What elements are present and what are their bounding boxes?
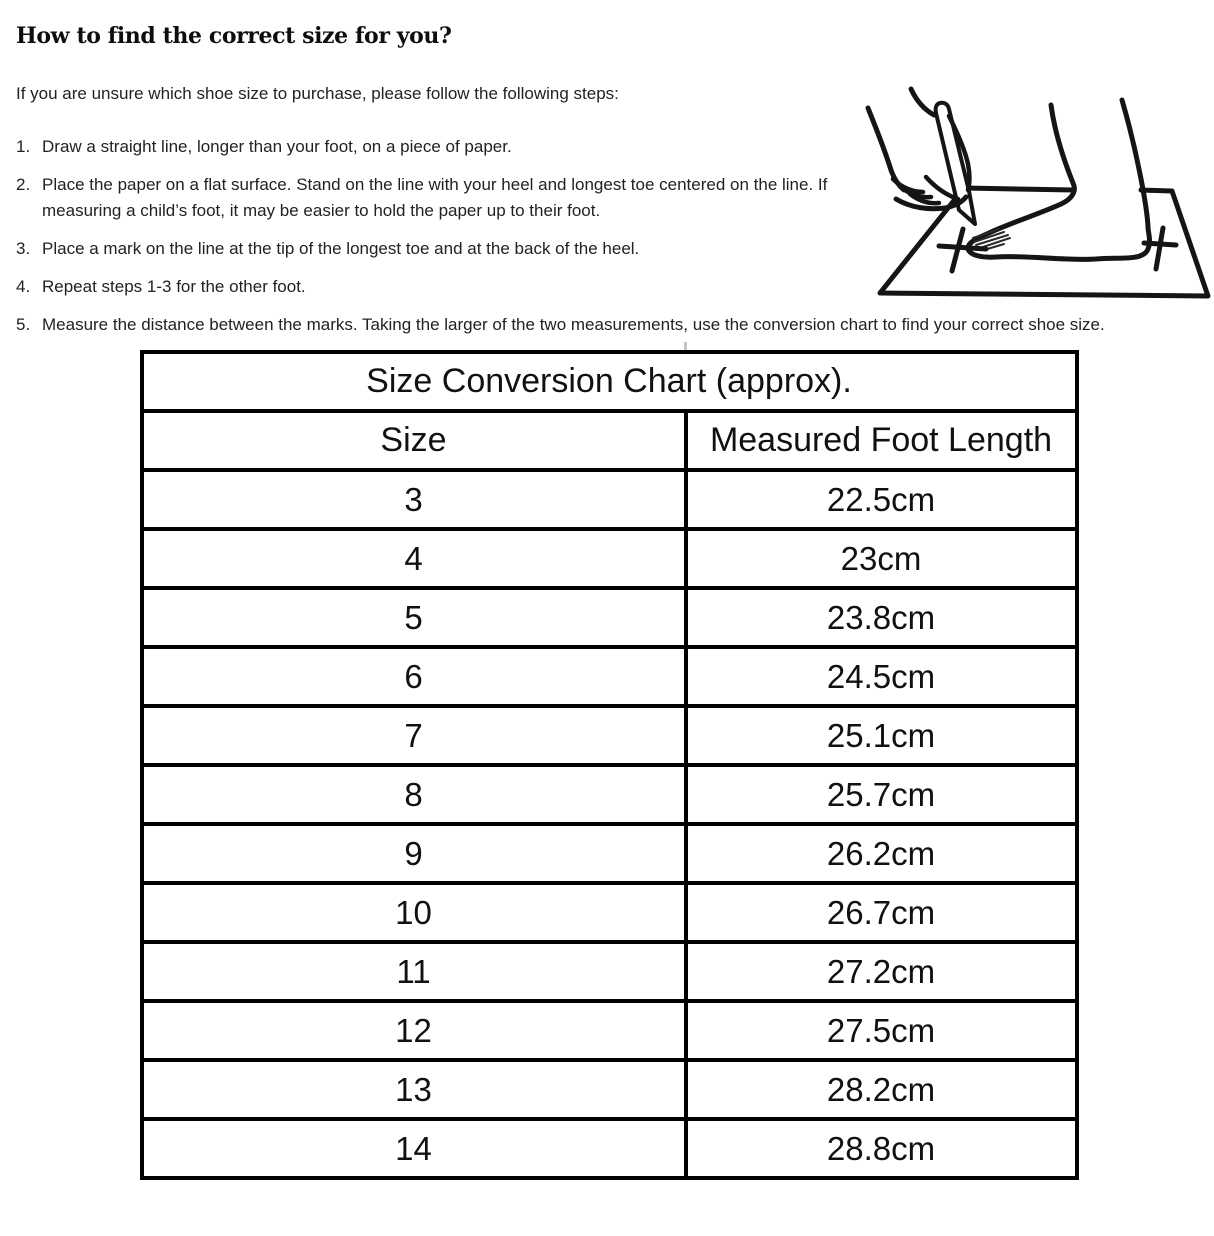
table-row — [142, 942, 1077, 1001]
foot-tracing-illustration — [856, 78, 1212, 312]
table-row — [142, 824, 1077, 883]
size-cell: 14 — [142, 1119, 686, 1178]
intro-text: If you are unsure which shoe size to purchase, please follow the following steps: — [16, 84, 619, 103]
column-header-foot-length: Measured Foot Length — [686, 411, 1077, 470]
table-row — [142, 765, 1077, 824]
size-cell: 3 — [142, 470, 686, 529]
step-number: 4. — [16, 277, 31, 296]
step-text: Place the paper on a flat surface. Stand on the line with your heel and longest toe centered on the line. If measuring a child’s foot, it may be easier to hold the paper up to their foot. — [42, 175, 828, 220]
step-text: Place a mark on the line at the tip of the longest toe and at the back of the heel. — [42, 239, 640, 258]
length-cell: 23.8cm — [686, 588, 1077, 647]
size-cell: 5 — [142, 588, 686, 647]
step-number: 1. — [16, 137, 31, 156]
length-cell: 24.5cm — [686, 647, 1077, 706]
step-text: Measure the distance between the marks. Taking the larger of the two measurements, use the conversion chart to find your correct shoe size. — [42, 315, 1105, 334]
size-cell: 12 — [142, 1001, 686, 1060]
page — [0, 22, 1214, 1236]
column-divider-tick — [684, 342, 687, 350]
table-row — [142, 1001, 1077, 1060]
length-cell: 26.2cm — [686, 824, 1077, 883]
table-row — [142, 529, 1077, 588]
table-row — [142, 588, 1077, 647]
table-row — [142, 1119, 1077, 1178]
length-cell: 25.1cm — [686, 706, 1077, 765]
table-row — [142, 706, 1077, 765]
length-cell: 27.2cm — [686, 942, 1077, 1001]
length-cell: 23cm — [686, 529, 1077, 588]
size-cell: 4 — [142, 529, 686, 588]
size-cell: 10 — [142, 883, 686, 942]
step-item-5 — [16, 312, 1198, 338]
table-header-row — [142, 411, 1077, 470]
length-cell: 28.8cm — [686, 1119, 1077, 1178]
step-number: 5. — [16, 315, 31, 334]
foot-tracing-drawing — [856, 78, 1212, 312]
step-number: 3. — [16, 239, 31, 258]
size-cell: 6 — [142, 647, 686, 706]
step-text: Repeat steps 1-3 for the other foot. — [42, 277, 306, 296]
table-row — [142, 647, 1077, 706]
length-cell: 25.7cm — [686, 765, 1077, 824]
size-conversion-table — [140, 350, 1079, 1180]
table-row — [142, 470, 1077, 529]
table-title-row — [142, 352, 1077, 411]
size-cell: 11 — [142, 942, 686, 1001]
length-cell: 22.5cm — [686, 470, 1077, 529]
page-title: How to find the correct size for you? — [16, 23, 452, 49]
size-cell: 13 — [142, 1060, 686, 1119]
size-cell: 9 — [142, 824, 686, 883]
length-cell: 26.7cm — [686, 883, 1077, 942]
table-row — [142, 883, 1077, 942]
step-text: Draw a straight line, longer than your foot, on a piece of paper. — [42, 137, 512, 156]
table-row — [142, 1060, 1077, 1119]
size-chart-container — [140, 350, 1075, 1180]
length-cell: 28.2cm — [686, 1060, 1077, 1119]
step-number: 2. — [16, 175, 31, 194]
size-cell: 8 — [142, 765, 686, 824]
column-header-size: Size — [142, 411, 686, 470]
table-title: Size Conversion Chart (approx). — [142, 352, 1077, 411]
length-cell: 27.5cm — [686, 1001, 1077, 1060]
size-cell: 7 — [142, 706, 686, 765]
